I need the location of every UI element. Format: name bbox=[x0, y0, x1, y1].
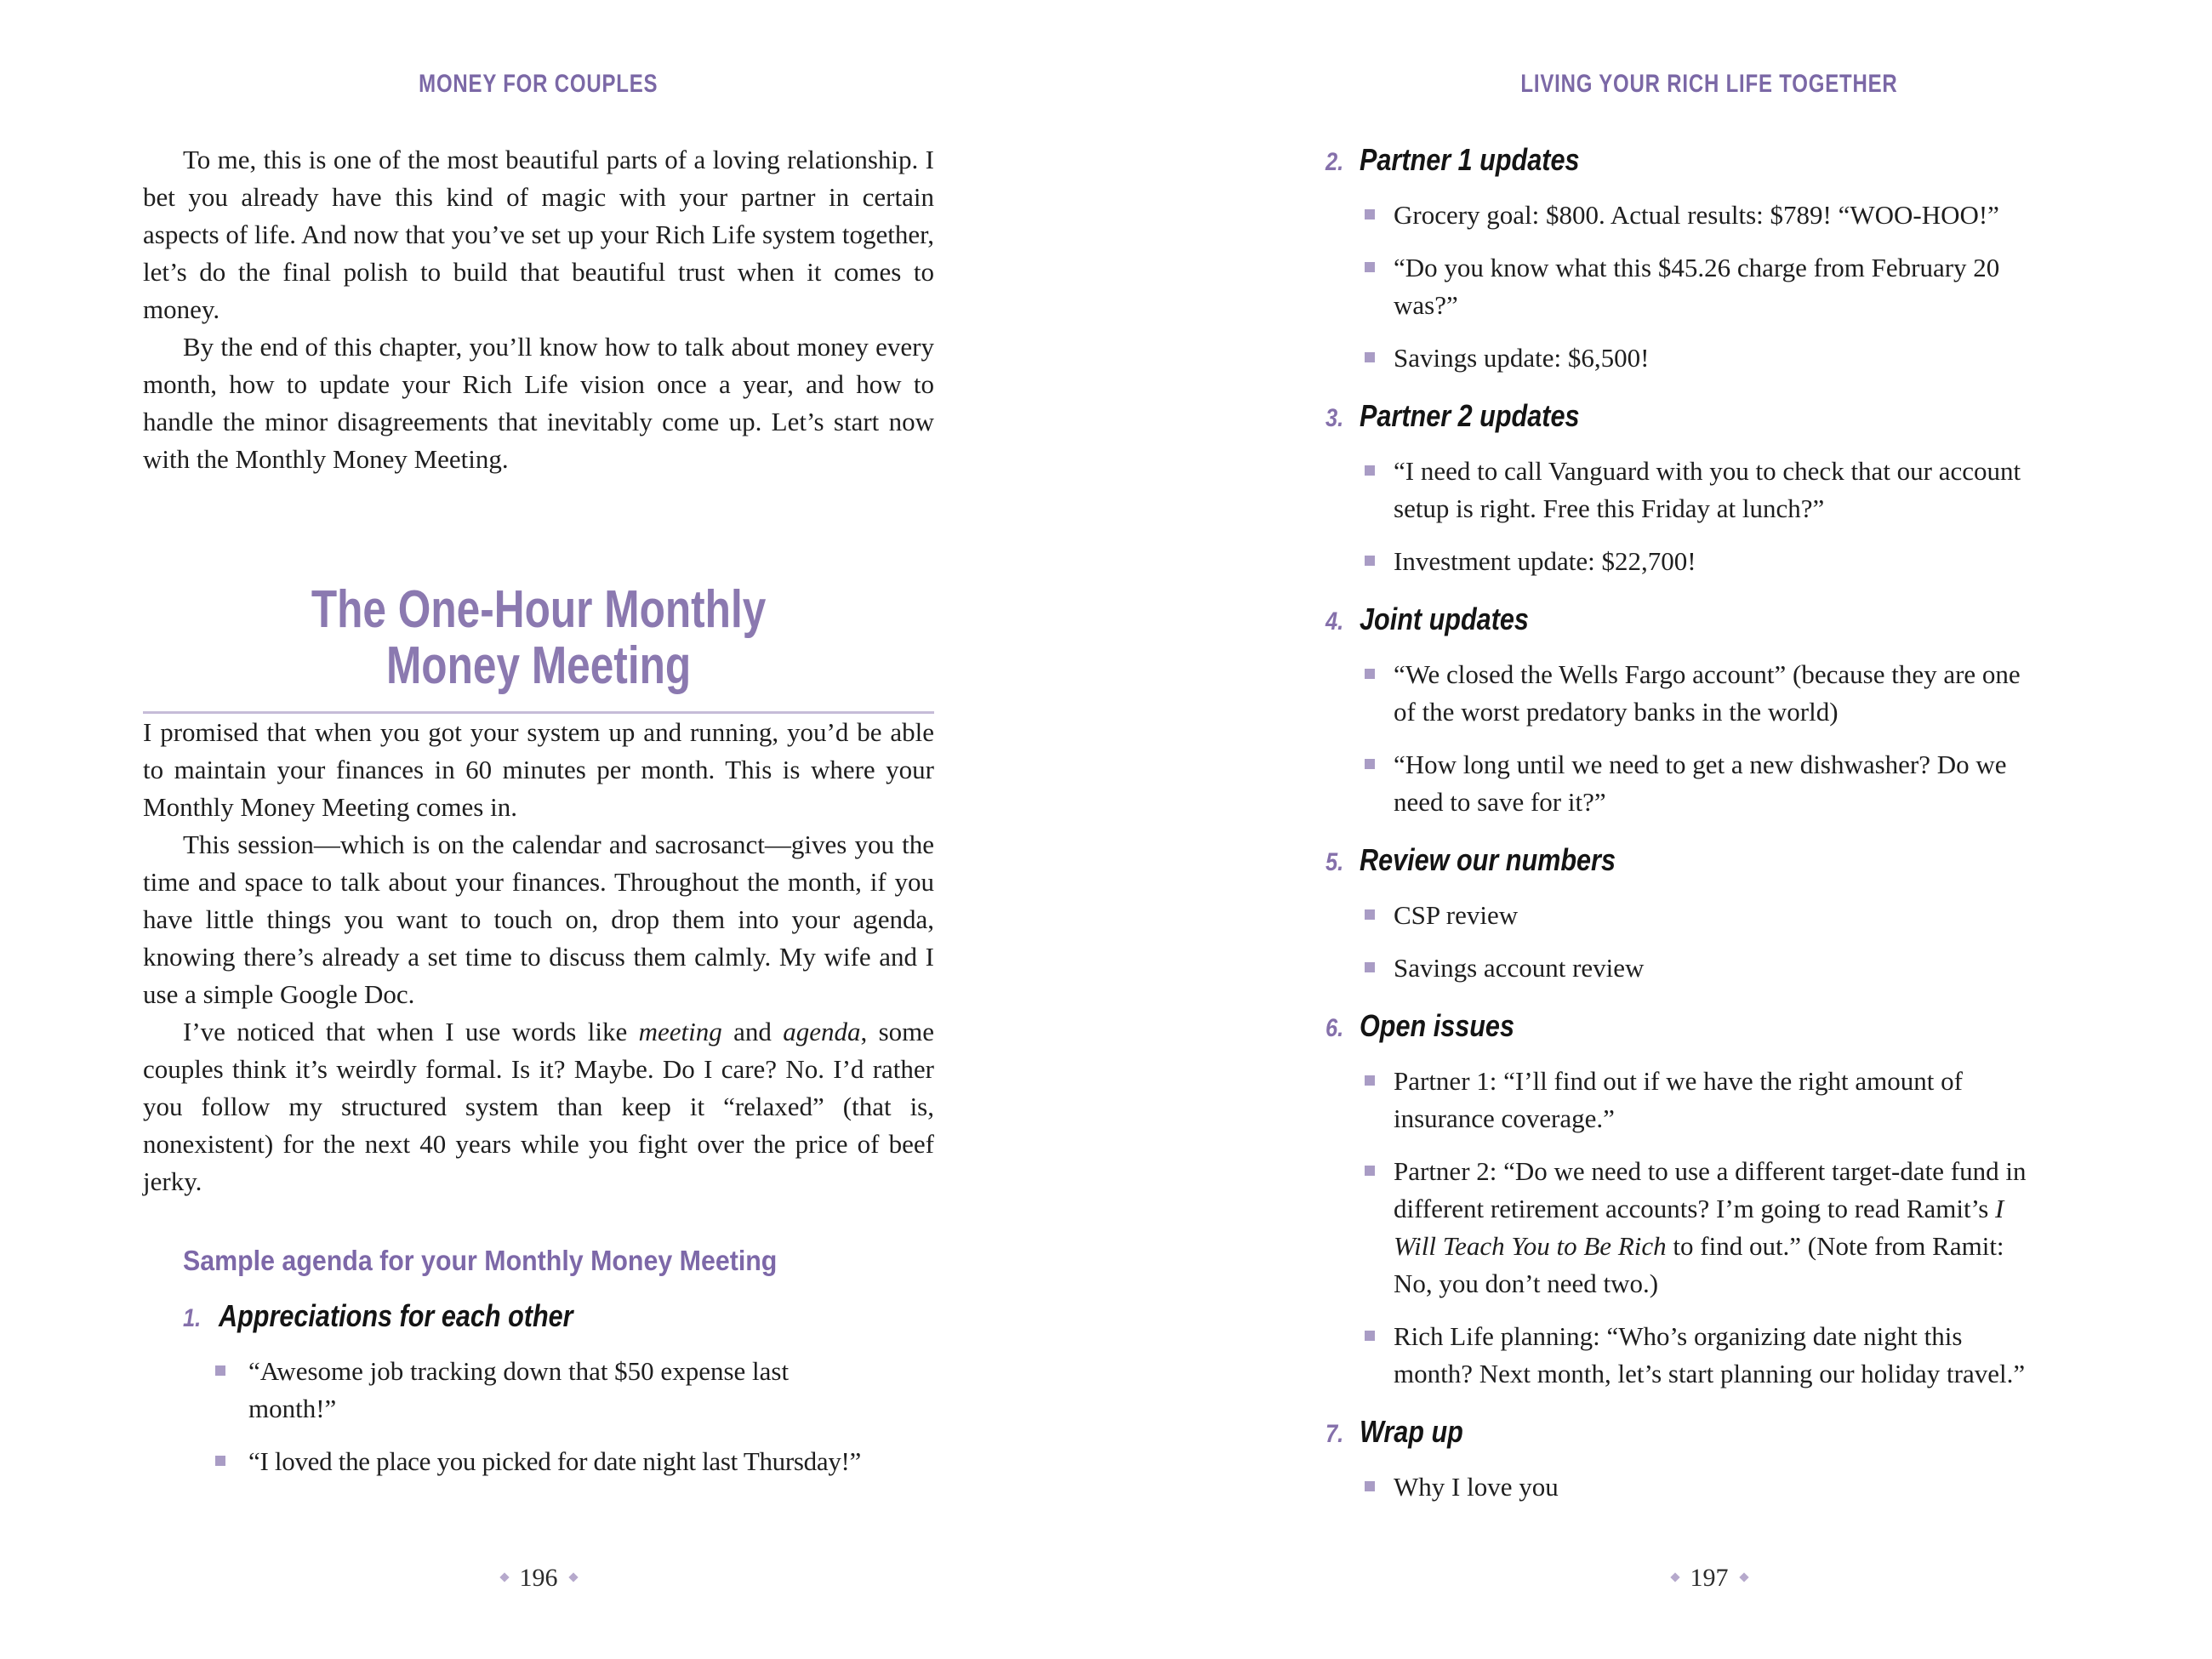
bullet-text: Investment update: $22,700! bbox=[1394, 546, 1696, 576]
page-right bbox=[1325, 0, 2093, 1659]
folio-ornament-icon bbox=[1670, 1572, 1679, 1582]
bullet-square-icon bbox=[1365, 759, 1375, 769]
agenda-item-2-number: 2. bbox=[1325, 148, 1344, 176]
agenda-item-1-number: 1. bbox=[183, 1304, 202, 1332]
agenda-item-1 bbox=[183, 1297, 934, 1337]
bullet-text: Savings update: $6,500! bbox=[1394, 343, 1650, 373]
page-number-right bbox=[1325, 1564, 2093, 1593]
folio-ornament-icon bbox=[1739, 1572, 1748, 1582]
italic-word-agenda: agenda bbox=[783, 1017, 861, 1046]
bullet-text: Why I love you bbox=[1394, 1472, 1559, 1502]
chapter-title bbox=[143, 582, 934, 694]
bullet-item bbox=[1365, 1063, 2093, 1137]
agenda-item-6 bbox=[1325, 1007, 2093, 1047]
bullet-square-icon bbox=[215, 1456, 225, 1466]
bullet-square-icon bbox=[1365, 909, 1375, 920]
paragraph-1: To me, this is one of the most beautiful parts of a loving relationship. I bet you already have this kind of magic with your partner in certain aspects of life. And now that you’ve set up your Rich Life system together, let’s do the final polish to build that beautiful trust when it comes to money. bbox=[143, 145, 934, 324]
bullet-square-icon bbox=[1365, 209, 1375, 219]
bullet-text: Rich Life planning: “Who’s organizing date night this month? Next month, let’s start planning our holiday travel.” bbox=[1394, 1321, 2026, 1388]
bullet-square-icon bbox=[1365, 1075, 1375, 1086]
agenda-item-7 bbox=[1325, 1413, 2093, 1453]
bullet-item bbox=[1365, 1318, 2093, 1393]
bullet-item bbox=[1365, 453, 2093, 527]
running-head-right-text: LIVING YOUR RICH LIFE TOGETHER bbox=[1520, 70, 1898, 98]
page-number-right-value: 197 bbox=[1690, 1564, 1729, 1592]
bullet-text: Partner 1: “I’ll find out if we have the right amount of insurance coverage.” bbox=[1394, 1066, 1963, 1133]
bullet-square-icon bbox=[1365, 1481, 1375, 1491]
chapter-title-line-1: The One-Hour Monthly bbox=[311, 580, 767, 639]
page-number-left-value: 196 bbox=[519, 1564, 558, 1592]
agenda-item-1-label: Appreciations for each other bbox=[219, 1298, 573, 1333]
running-head-right bbox=[1325, 71, 2093, 97]
agenda-item-5 bbox=[1325, 841, 2093, 881]
bullet-square-icon bbox=[1365, 556, 1375, 566]
agenda-item-6-label: Open issues bbox=[1360, 1008, 1514, 1043]
bullet-text: Savings account review bbox=[1394, 953, 1645, 983]
sample-agenda-subhead: Sample agenda for your Monthly Money Meeting bbox=[183, 1245, 778, 1276]
bullet-square-icon bbox=[1365, 262, 1375, 272]
bullet-text: “We closed the Wells Fargo account” (because they are one of the worst predatory banks in the world) bbox=[1394, 659, 2021, 727]
folio-ornament-icon bbox=[568, 1572, 578, 1582]
agenda-item-4-label: Joint updates bbox=[1360, 601, 1529, 636]
bullet-square-icon bbox=[1365, 669, 1375, 679]
bullet-square-icon bbox=[1365, 1331, 1375, 1341]
agenda-item-3 bbox=[1325, 397, 2093, 437]
agenda-item-3-label: Partner 2 updates bbox=[1360, 398, 1580, 433]
page-left bbox=[143, 0, 934, 1659]
bullet-square-icon bbox=[1365, 1166, 1375, 1176]
agenda-item-5-label: Review our numbers bbox=[1360, 842, 1616, 877]
paragraph-2: By the end of this chapter, you’ll know how to talk about money every month, how to update your Rich Life vision once a year, and how to handle the minor disagreements that inevitably come up. Let’s start now with the Monthly Money Meeting. bbox=[143, 332, 934, 474]
page-number-left bbox=[143, 1564, 934, 1593]
agenda-item-7-number: 7. bbox=[1325, 1420, 1344, 1448]
bullet-item bbox=[1365, 249, 2093, 324]
bullet-square-icon bbox=[1365, 352, 1375, 362]
bullet-item bbox=[1365, 543, 2093, 580]
bullet-item bbox=[215, 1353, 934, 1428]
italic-book-title: I Will Teach You to Be Rich bbox=[1394, 1194, 2004, 1261]
running-head-left-text: MONEY FOR COUPLES bbox=[419, 70, 658, 98]
agenda-item-2 bbox=[1325, 141, 2093, 181]
bullet-text: “I need to call Vanguard with you to check that our account setup is right. Free this Friday at lunch?” bbox=[1394, 456, 2021, 523]
bullet-item bbox=[1365, 1468, 2093, 1506]
bullet-item bbox=[215, 1443, 934, 1480]
bullet-square-icon bbox=[1365, 962, 1375, 972]
bullet-text: “I loved the place you picked for date night last Thursday!” bbox=[248, 1446, 862, 1476]
bullet-text: Grocery goal: $800. Actual results: $789! “WOO-HOO!” bbox=[1394, 200, 1999, 230]
paragraph-5: I’ve noticed that when I use words like meeting and agenda, some couples think it’s weirdly formal. Is it? Maybe. Do I care? No. I’d rather you follow my structured system than keep it “relaxed” (that is, nonexistent) for the next 40 years while you fight over the price of beef jerky. bbox=[143, 1017, 934, 1196]
folio-ornament-icon bbox=[499, 1572, 509, 1582]
bullet-square-icon bbox=[1365, 465, 1375, 476]
bullet-item bbox=[1365, 656, 2093, 731]
agenda-item-6-number: 6. bbox=[1325, 1014, 1344, 1042]
bullet-text: “How long until we need to get a new dishwasher? Do we need to save for it?” bbox=[1394, 750, 2007, 817]
agenda-item-4 bbox=[1325, 601, 2093, 641]
italic-word-meeting: meeting bbox=[638, 1017, 722, 1046]
agenda-item-4-number: 4. bbox=[1325, 607, 1344, 636]
bullet-text: “Do you know what this $45.26 charge from February 20 was?” bbox=[1394, 253, 2000, 320]
agenda-item-2-label: Partner 1 updates bbox=[1360, 142, 1580, 177]
paragraph-3: I promised that when you got your system up and running, you’d be able to maintain your finances in 60 minutes per month. This is where your Monthly Money Meeting comes in. bbox=[143, 717, 934, 822]
bullet-text: “Awesome job tracking down that $50 expense last month!” bbox=[248, 1356, 790, 1423]
bullet-text-partner2: Partner 2: “Do we need to use a different target-date fund in different retirement accounts? I’m going to read Ramit’s I Will Teach You to Be Rich to find out.” (Note from Ramit: No, you don’t need two.) bbox=[1394, 1156, 2027, 1298]
bullet-square-icon bbox=[215, 1365, 225, 1376]
chapter-title-line-2: Money Meeting bbox=[385, 636, 692, 695]
agenda-item-5-number: 5. bbox=[1325, 848, 1344, 876]
bullet-text: CSP review bbox=[1394, 900, 1519, 930]
right-page-content bbox=[1325, 0, 2093, 1506]
bullet-item bbox=[1365, 1153, 2093, 1303]
agenda-item-7-label: Wrap up bbox=[1360, 1414, 1463, 1449]
bullet-item bbox=[1365, 339, 2093, 377]
left-page-content bbox=[143, 0, 934, 1480]
paragraph-4: This session—which is on the calendar and sacrosanct—gives you the time and space to talk about your finances. Throughout the month, if you have little things you want to touch on, drop them into your agenda, knowing there’s already a set time to discuss them calmly. My wife and I use a simple Google Doc. bbox=[143, 830, 934, 1009]
running-head-left bbox=[143, 71, 934, 97]
agenda-item-3-number: 3. bbox=[1325, 404, 1344, 432]
bullet-item bbox=[1365, 949, 2093, 987]
bullet-item bbox=[1365, 197, 2093, 234]
bullet-item bbox=[1365, 897, 2093, 934]
bullet-item bbox=[1365, 746, 2093, 821]
